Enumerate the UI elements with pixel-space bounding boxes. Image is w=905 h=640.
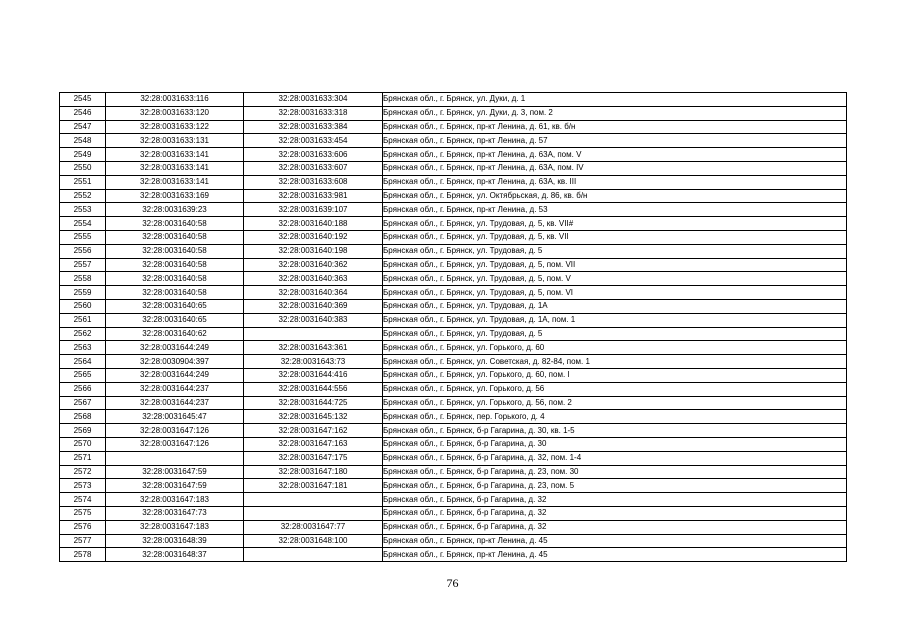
table-row <box>60 258 847 272</box>
row-number-cell: 2558 <box>60 272 106 286</box>
row-number-cell: 2561 <box>60 313 106 327</box>
row-number-cell: 2575 <box>60 506 106 520</box>
object-cadastral-number-cell: 32:28:0031644:725 <box>244 396 383 410</box>
land-cadastral-number-cell: 32:28:0031640:58 <box>106 230 244 244</box>
table-row <box>60 341 847 355</box>
object-cadastral-number-cell: 32:28:0031647:162 <box>244 424 383 438</box>
cadastral-registry-table <box>59 92 847 562</box>
table-row <box>60 534 847 548</box>
land-cadastral-number-cell: 32:28:0031633:120 <box>106 106 244 120</box>
address-cell: Брянская обл., г. Брянск, ул. Дуки, д. 3, пом. 2 <box>383 106 847 120</box>
address-cell: Брянская обл., г. Брянск, б-р Гагарина, д. 32 <box>383 493 847 507</box>
row-number-cell: 2567 <box>60 396 106 410</box>
object-cadastral-number-cell: 32:28:0031643:73 <box>244 355 383 369</box>
row-number-cell: 2574 <box>60 493 106 507</box>
land-cadastral-number-cell: 32:28:0031633:141 <box>106 148 244 162</box>
land-cadastral-number-cell: 32:28:0031633:141 <box>106 161 244 175</box>
address-cell: Брянская обл., г. Брянск, б-р Гагарина, д. 32, пом. 1-4 <box>383 451 847 465</box>
address-cell: Брянская обл., г. Брянск, б-р Гагарина, д. 30 <box>383 437 847 451</box>
address-cell: Брянская обл., г. Брянск, пр-кт Ленина, д. 63А, пом. IV <box>383 161 847 175</box>
land-cadastral-number-cell: 32:28:0030904:397 <box>106 355 244 369</box>
land-cadastral-number-cell: 32:28:0031644:249 <box>106 368 244 382</box>
object-cadastral-number-cell: 32:28:0031640:364 <box>244 286 383 300</box>
land-cadastral-number-cell: 32:28:0031633:169 <box>106 189 244 203</box>
row-number-cell: 2559 <box>60 286 106 300</box>
table-row <box>60 148 847 162</box>
address-cell: Брянская обл., г. Брянск, пр-кт Ленина, д. 63А, пом. V <box>383 148 847 162</box>
land-cadastral-number-cell: 32:28:0031639:23 <box>106 203 244 217</box>
object-cadastral-number-cell: 32:28:0031647:180 <box>244 465 383 479</box>
object-cadastral-number-cell <box>244 493 383 507</box>
table-row <box>60 313 847 327</box>
row-number-cell: 2555 <box>60 230 106 244</box>
table-row <box>60 93 847 107</box>
address-cell: Брянская обл., г. Брянск, пр-кт Ленина, д. 61, кв. б/н <box>383 120 847 134</box>
row-number-cell: 2578 <box>60 548 106 562</box>
land-cadastral-number-cell: 32:28:0031640:65 <box>106 299 244 313</box>
address-cell: Брянская обл., г. Брянск, ул. Горького, д. 60, пом. I <box>383 368 847 382</box>
object-cadastral-number-cell: 32:28:0031647:175 <box>244 451 383 465</box>
address-cell: Брянская обл., г. Брянск, ул. Трудовая, д. 5, кв. VII# <box>383 217 847 231</box>
table-row <box>60 465 847 479</box>
land-cadastral-number-cell: 32:28:0031647:59 <box>106 465 244 479</box>
row-number-cell: 2566 <box>60 382 106 396</box>
table-row <box>60 217 847 231</box>
address-cell: Брянская обл., г. Брянск, ул. Трудовая, д. 5, кв. VII <box>383 230 847 244</box>
land-cadastral-number-cell: 32:28:0031648:37 <box>106 548 244 562</box>
object-cadastral-number-cell: 32:28:0031633:318 <box>244 106 383 120</box>
address-cell: Брянская обл., г. Брянск, ул. Трудовая, д. 5, пом. V <box>383 272 847 286</box>
address-cell: Брянская обл., г. Брянск, б-р Гагарина, д. 23, пом. 5 <box>383 479 847 493</box>
object-cadastral-number-cell: 32:28:0031640:383 <box>244 313 383 327</box>
row-number-cell: 2562 <box>60 327 106 341</box>
object-cadastral-number-cell: 32:28:0031633:608 <box>244 175 383 189</box>
object-cadastral-number-cell <box>244 548 383 562</box>
table-row <box>60 368 847 382</box>
table-row <box>60 286 847 300</box>
row-number-cell: 2545 <box>60 93 106 107</box>
land-cadastral-number-cell: 32:28:0031644:237 <box>106 396 244 410</box>
land-cadastral-number-cell: 32:28:0031640:58 <box>106 272 244 286</box>
row-number-cell: 2560 <box>60 299 106 313</box>
address-cell: Брянская обл., г. Брянск, пр-кт Ленина, д. 57 <box>383 134 847 148</box>
row-number-cell: 2570 <box>60 437 106 451</box>
land-cadastral-number-cell <box>106 451 244 465</box>
object-cadastral-number-cell: 32:28:0031640:363 <box>244 272 383 286</box>
land-cadastral-number-cell: 32:28:0031647:59 <box>106 479 244 493</box>
row-number-cell: 2577 <box>60 534 106 548</box>
land-cadastral-number-cell: 32:28:0031644:237 <box>106 382 244 396</box>
address-cell: Брянская обл., г. Брянск, ул. Трудовая, д. 5 <box>383 327 847 341</box>
address-cell: Брянская обл., г. Брянск, ул. Трудовая, д. 5, пом. VI <box>383 286 847 300</box>
land-cadastral-number-cell: 32:28:0031644:249 <box>106 341 244 355</box>
object-cadastral-number-cell: 32:28:0031633:384 <box>244 120 383 134</box>
table-row <box>60 327 847 341</box>
address-cell: Брянская обл., г. Брянск, пр-кт Ленина, д. 45 <box>383 534 847 548</box>
land-cadastral-number-cell: 32:28:0031633:141 <box>106 175 244 189</box>
land-cadastral-number-cell: 32:28:0031640:58 <box>106 286 244 300</box>
object-cadastral-number-cell: 32:28:0031640:198 <box>244 244 383 258</box>
table-row <box>60 230 847 244</box>
table-row <box>60 493 847 507</box>
table-row <box>60 548 847 562</box>
land-cadastral-number-cell: 32:28:0031640:58 <box>106 244 244 258</box>
object-cadastral-number-cell: 32:28:0031647:77 <box>244 520 383 534</box>
object-cadastral-number-cell <box>244 506 383 520</box>
land-cadastral-number-cell: 32:28:0031640:58 <box>106 217 244 231</box>
row-number-cell: 2547 <box>60 120 106 134</box>
table-row <box>60 134 847 148</box>
table-row <box>60 161 847 175</box>
page-number: 76 <box>446 576 459 590</box>
row-number-cell: 2564 <box>60 355 106 369</box>
table-row <box>60 355 847 369</box>
row-number-cell: 2553 <box>60 203 106 217</box>
address-cell: Брянская обл., г. Брянск, ул. Трудовая, д. 5, пом. VII <box>383 258 847 272</box>
object-cadastral-number-cell: 32:28:0031644:556 <box>244 382 383 396</box>
object-cadastral-number-cell: 32:28:0031633:606 <box>244 148 383 162</box>
table-row <box>60 410 847 424</box>
row-number-cell: 2572 <box>60 465 106 479</box>
table-row <box>60 244 847 258</box>
registry-table-body <box>60 93 847 562</box>
table-row <box>60 106 847 120</box>
row-number-cell: 2551 <box>60 175 106 189</box>
row-number-cell: 2554 <box>60 217 106 231</box>
row-number-cell: 2556 <box>60 244 106 258</box>
land-cadastral-number-cell: 32:28:0031647:183 <box>106 493 244 507</box>
land-cadastral-number-cell: 32:28:0031633:131 <box>106 134 244 148</box>
table-row <box>60 437 847 451</box>
table-row <box>60 120 847 134</box>
address-cell: Брянская обл., г. Брянск, ул. Горького, д. 56, пом. 2 <box>383 396 847 410</box>
land-cadastral-number-cell: 32:28:0031648:39 <box>106 534 244 548</box>
land-cadastral-number-cell: 32:28:0031645:47 <box>106 410 244 424</box>
land-cadastral-number-cell: 32:28:0031647:126 <box>106 437 244 451</box>
object-cadastral-number-cell <box>244 327 383 341</box>
table-row <box>60 451 847 465</box>
address-cell: Брянская обл., г. Брянск, ул. Горького, д. 60 <box>383 341 847 355</box>
land-cadastral-number-cell: 32:28:0031647:183 <box>106 520 244 534</box>
object-cadastral-number-cell: 32:28:0031633:607 <box>244 161 383 175</box>
address-cell: Брянская обл., г. Брянск, пр-кт Ленина, д. 53 <box>383 203 847 217</box>
address-cell: Брянская обл., г. Брянск, ул. Трудовая, д. 1А <box>383 299 847 313</box>
table-row <box>60 189 847 203</box>
object-cadastral-number-cell: 32:28:0031647:181 <box>244 479 383 493</box>
row-number-cell: 2573 <box>60 479 106 493</box>
address-cell: Брянская обл., г. Брянск, ул. Трудовая, д. 1А, пом. 1 <box>383 313 847 327</box>
address-cell: Брянская обл., г. Брянск, ул. Трудовая, д. 5 <box>383 244 847 258</box>
address-cell: Брянская обл., г. Брянск, б-р Гагарина, д. 30, кв. 1-5 <box>383 424 847 438</box>
row-number-cell: 2569 <box>60 424 106 438</box>
land-cadastral-number-cell: 32:28:0031633:116 <box>106 93 244 107</box>
row-number-cell: 2557 <box>60 258 106 272</box>
row-number-cell: 2576 <box>60 520 106 534</box>
table-row <box>60 299 847 313</box>
row-number-cell: 2565 <box>60 368 106 382</box>
table-row <box>60 175 847 189</box>
table-row <box>60 396 847 410</box>
row-number-cell: 2568 <box>60 410 106 424</box>
object-cadastral-number-cell: 32:28:0031640:362 <box>244 258 383 272</box>
table-row <box>60 479 847 493</box>
object-cadastral-number-cell: 32:28:0031643:361 <box>244 341 383 355</box>
row-number-cell: 2563 <box>60 341 106 355</box>
object-cadastral-number-cell: 32:28:0031644:416 <box>244 368 383 382</box>
address-cell: Брянская обл., г. Брянск, б-р Гагарина, д. 32 <box>383 520 847 534</box>
address-cell: Брянская обл., г. Брянск, ул. Дуки, д. 1 <box>383 93 847 107</box>
object-cadastral-number-cell: 32:28:0031639:107 <box>244 203 383 217</box>
land-cadastral-number-cell: 32:28:0031640:58 <box>106 258 244 272</box>
object-cadastral-number-cell: 32:28:0031647:163 <box>244 437 383 451</box>
address-cell: Брянская обл., г. Брянск, пер. Горького, д. 4 <box>383 410 847 424</box>
table-row <box>60 520 847 534</box>
row-number-cell: 2552 <box>60 189 106 203</box>
land-cadastral-number-cell: 32:28:0031640:62 <box>106 327 244 341</box>
address-cell: Брянская обл., г. Брянск, пр-кт Ленина, д. 45 <box>383 548 847 562</box>
object-cadastral-number-cell: 32:28:0031633:454 <box>244 134 383 148</box>
table-row <box>60 424 847 438</box>
object-cadastral-number-cell: 32:28:0031640:369 <box>244 299 383 313</box>
row-number-cell: 2548 <box>60 134 106 148</box>
object-cadastral-number-cell: 32:28:0031633:304 <box>244 93 383 107</box>
address-cell: Брянская обл., г. Брянск, ул. Октябрьская, д. 86, кв. б/н <box>383 189 847 203</box>
object-cadastral-number-cell: 32:28:0031633:981 <box>244 189 383 203</box>
land-cadastral-number-cell: 32:28:0031633:122 <box>106 120 244 134</box>
table-row <box>60 272 847 286</box>
address-cell: Брянская обл., г. Брянск, б-р Гагарина, д. 32 <box>383 506 847 520</box>
object-cadastral-number-cell: 32:28:0031640:188 <box>244 217 383 231</box>
land-cadastral-number-cell: 32:28:0031647:73 <box>106 506 244 520</box>
land-cadastral-number-cell: 32:28:0031647:126 <box>106 424 244 438</box>
table-row <box>60 506 847 520</box>
row-number-cell: 2571 <box>60 451 106 465</box>
land-cadastral-number-cell: 32:28:0031640:65 <box>106 313 244 327</box>
address-cell: Брянская обл., г. Брянск, пр-кт Ленина, д. 63А, кв. III <box>383 175 847 189</box>
row-number-cell: 2546 <box>60 106 106 120</box>
address-cell: Брянская обл., г. Брянск, б-р Гагарина, д. 23, пом. 30 <box>383 465 847 479</box>
row-number-cell: 2549 <box>60 148 106 162</box>
table-row <box>60 203 847 217</box>
table-row <box>60 382 847 396</box>
object-cadastral-number-cell: 32:28:0031640:192 <box>244 230 383 244</box>
address-cell: Брянская обл., г. Брянск, ул. Горького, д. 56 <box>383 382 847 396</box>
row-number-cell: 2550 <box>60 161 106 175</box>
object-cadastral-number-cell: 32:28:0031645:132 <box>244 410 383 424</box>
address-cell: Брянская обл., г. Брянск, ул. Советская, д. 82-84, пом. 1 <box>383 355 847 369</box>
object-cadastral-number-cell: 32:28:0031648:100 <box>244 534 383 548</box>
